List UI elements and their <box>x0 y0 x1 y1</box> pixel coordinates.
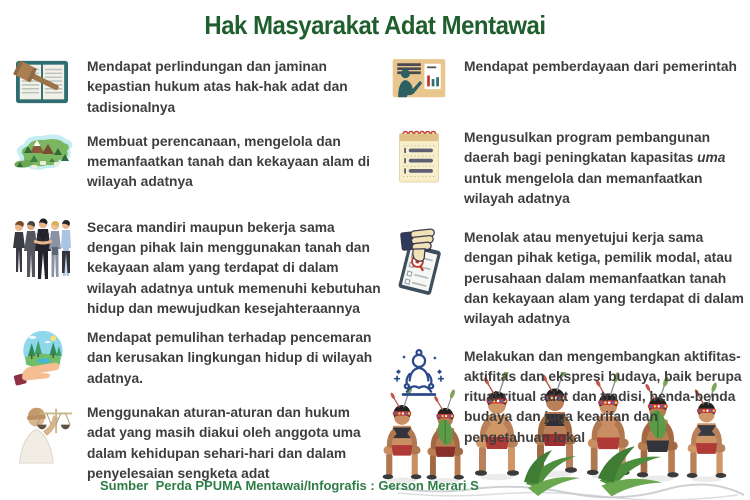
text-run: Secara mandiri maupun bekerja sama dengan pihak lain menggunakan tanah dan kekayaan alam yang terdapat di dalam wilayah adatnya untuk memenuhi kebutuhan hidup dan mewujudkan kesejahteraannya <box>87 219 381 316</box>
adat-land-icon <box>10 131 74 183</box>
rights-item <box>387 227 744 329</box>
rights-item <box>387 127 744 209</box>
text-run: Mendapat perlindungan dan jaminan kepastian hukum atas hak-hak adat dan tadisionalnya <box>87 59 348 115</box>
rights-item-text <box>87 132 382 193</box>
rights-item-text <box>87 218 382 319</box>
rights-item <box>10 327 382 389</box>
rights-item <box>10 56 382 118</box>
presentation-icon <box>387 56 451 104</box>
text-run: Menggunakan aturan-aturan dan hukum adat yang masih diakui oleh anggota uma dalam kehidupan sehari-hari dan dalam penyelesaian sengketa adat <box>87 405 361 481</box>
rights-item-text <box>87 57 382 118</box>
rights-item-text <box>464 57 744 77</box>
left-column <box>10 56 382 484</box>
text-run: Mengusulkan program pembangunan daerah bagi peningkatan kapasitas <box>464 130 711 166</box>
meditation-culture-icon <box>387 346 451 402</box>
rights-item-text <box>87 403 382 484</box>
people-cooperation-icon <box>10 217 74 281</box>
rights-item-text <box>464 347 744 448</box>
environment-care-icon <box>10 327 74 389</box>
text-run: Mendapat pemulihan terhadap pencemaran dan kerusakan lingkungan hidup di wilayah adatnya. <box>87 330 373 386</box>
rights-item <box>387 56 744 104</box>
text-run: uma <box>697 150 726 166</box>
rights-item-text <box>87 328 382 389</box>
thumbs-down-clipboard-icon <box>387 227 451 299</box>
rights-columns <box>10 56 744 484</box>
program-list-icon <box>387 127 451 185</box>
ground-sketch <box>398 493 738 500</box>
rights-item <box>10 131 382 193</box>
source-credit: Sumber Perda PPUMA Mentawai/Infografis : Gerson Merari S <box>100 478 479 493</box>
text-run: Melakukan dan mengembangkan aktifitas-aktifitas dan ekspresi budaya, baik berupa ritual-ritual adat dan tradisi, benda-benda budaya dan juga kearifan dan pengetahuan lokal <box>464 348 742 445</box>
rights-item <box>10 402 382 484</box>
text-run: Membuat perencanaan, mengelola dan memanfaatkan tanah dan kekayaan alam di wilayah adatnya <box>87 133 370 190</box>
text-run: untuk mengelola dan memanfaatkan wilayah adatnya <box>464 170 703 206</box>
rights-item <box>10 217 382 319</box>
text-run: Mendapat pemberdayaan dari pemerintah <box>464 59 737 74</box>
rights-item <box>387 346 744 448</box>
rights-item-text <box>464 228 744 329</box>
justice-scales-icon <box>10 402 74 466</box>
law-book-gavel-icon <box>10 56 74 108</box>
rights-item-text <box>464 128 744 209</box>
page-title: Hak Masyarakat Adat Mentawai <box>204 10 546 40</box>
text-run: Menolak atau menyetujui kerja sama dengan pihak ketiga, pemilik modal, atau perusahaan dalam memanfaatkan tanah dan kekayaan alam yang terdapat di dalam wilayah adatnya <box>464 230 744 327</box>
right-column <box>382 56 744 484</box>
